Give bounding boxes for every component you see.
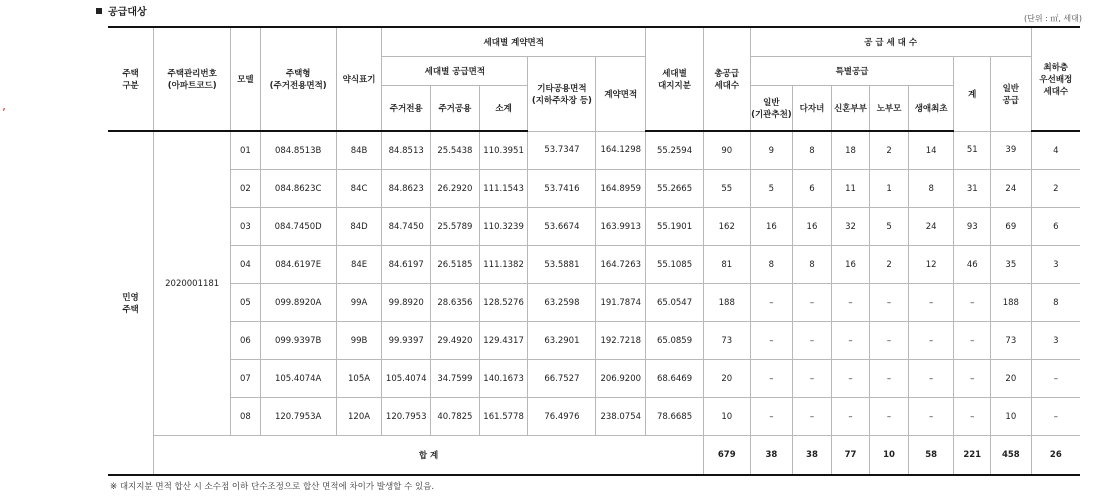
- header-common: 주거공용: [431, 86, 480, 132]
- table-row: [108, 246, 1080, 284]
- cell-common: 26.5185: [431, 246, 480, 284]
- cell-general-supply: 24: [990, 170, 1031, 208]
- cell-abbr: 120A: [336, 398, 382, 436]
- cell-total-units: 81: [703, 246, 750, 284]
- header-elderly: 노부모: [870, 86, 909, 132]
- cell-newlywed: 18: [831, 131, 870, 170]
- cell-type: 084.6197E: [260, 246, 336, 284]
- cell-land: 55.2594: [646, 131, 704, 170]
- header-house-type: 주택형 (주거전용면적): [260, 27, 336, 131]
- cell-first-life: –: [908, 284, 954, 322]
- cell-general-inst: –: [750, 360, 793, 398]
- cell-general-inst: –: [750, 398, 793, 436]
- total-general-inst: 38: [750, 436, 793, 476]
- cell-exclusive: 84.6197: [382, 246, 431, 284]
- cell-newlywed: 11: [831, 170, 870, 208]
- cell-other-common: 53.6674: [528, 208, 596, 246]
- cell-total-units: 73: [703, 322, 750, 360]
- cell-general-supply: 69: [990, 208, 1031, 246]
- cell-total-units: 55: [703, 170, 750, 208]
- cell-multi-child: 16: [793, 208, 832, 246]
- cell-first-life: 24: [908, 208, 954, 246]
- total-first-life: 58: [908, 436, 954, 476]
- total-multi-child: 38: [793, 436, 832, 476]
- cell-multi-child: –: [793, 284, 832, 322]
- cell-min-priority: –: [1031, 360, 1080, 398]
- total-min-priority: 26: [1031, 436, 1080, 476]
- cell-newlywed: –: [831, 284, 870, 322]
- cell-multi-child: 6: [793, 170, 832, 208]
- cell-sum: 31: [954, 170, 991, 208]
- table-row: [108, 284, 1080, 322]
- cell-elderly: 1: [870, 170, 909, 208]
- cell-total-units: 90: [703, 131, 750, 170]
- cell-general-supply: 39: [990, 131, 1031, 170]
- cell-common: 29.4920: [431, 322, 480, 360]
- header-special: 특별공급: [750, 57, 954, 86]
- header-land: 세대별 대지지분: [646, 27, 704, 131]
- cell-general-inst: –: [750, 322, 793, 360]
- cell-total-units: 162: [703, 208, 750, 246]
- cell-multi-child: –: [793, 398, 832, 436]
- section-title-text: 공급대상: [108, 7, 147, 18]
- header-supply-area: 세대별 공급면적: [382, 57, 528, 86]
- header-general-supply: 일반 공급: [990, 57, 1031, 132]
- cell-elderly: 2: [870, 246, 909, 284]
- header-contract-area: 세대별 계약면적: [382, 27, 646, 57]
- square-bullet-icon: [96, 8, 102, 14]
- cell-abbr: 99B: [336, 322, 382, 360]
- cell-elderly: –: [870, 398, 909, 436]
- cell-elderly: –: [870, 360, 909, 398]
- cell-subtotal: 111.1382: [479, 246, 528, 284]
- cell-general-inst: 16: [750, 208, 793, 246]
- header-sum: 계: [954, 57, 991, 132]
- cell-contract: 191.7874: [596, 284, 646, 322]
- cell-type: 084.8623C: [260, 170, 336, 208]
- header-min-priority: 최하층 우선배정 세대수: [1031, 27, 1080, 131]
- cell-contract: 164.7263: [596, 246, 646, 284]
- cell-type: 099.8920A: [260, 284, 336, 322]
- cell-first-life: –: [908, 322, 954, 360]
- cell-exclusive: 84.8513: [382, 131, 431, 170]
- cell-contract: 164.1298: [596, 131, 646, 170]
- cell-abbr: 84B: [336, 131, 382, 170]
- header-model: 모델: [231, 27, 260, 131]
- cell-sum: 93: [954, 208, 991, 246]
- cell-common: 28.6356: [431, 284, 480, 322]
- cell-abbr: 84C: [336, 170, 382, 208]
- cell-common: 25.5438: [431, 131, 480, 170]
- header-type: 주택 구분: [108, 27, 154, 131]
- header-mgmt-no: 주택관리번호 (아파트코드): [154, 27, 231, 131]
- cell-land: 68.6469: [646, 360, 704, 398]
- table-row: [108, 360, 1080, 398]
- cell-multi-child: 8: [793, 246, 832, 284]
- unit-note: (단위 : ㎡, 세대): [1023, 14, 1082, 23]
- cell-model: 06: [231, 322, 260, 360]
- cell-type: 105.4074A: [260, 360, 336, 398]
- cell-type: 120.7953A: [260, 398, 336, 436]
- header-abbr: 약식표기: [336, 27, 382, 131]
- cell-newlywed: 16: [831, 246, 870, 284]
- table-row: [108, 131, 1080, 170]
- cell-general-inst: –: [750, 284, 793, 322]
- table-row: [108, 170, 1080, 208]
- header-general-inst: 일반 (기관추천): [750, 86, 793, 132]
- cell-general-supply: 188: [990, 284, 1031, 322]
- total-units: 679: [703, 436, 750, 476]
- cell-other-common: 53.5881: [528, 246, 596, 284]
- cell-contract: 238.0754: [596, 398, 646, 436]
- header-supply-units: 공 급 세 대 수: [750, 27, 1031, 57]
- cell-other-common: 66.7527: [528, 360, 596, 398]
- cell-newlywed: –: [831, 360, 870, 398]
- cell-contract: 206.9200: [596, 360, 646, 398]
- table-row: [108, 208, 1080, 246]
- table-row: [108, 322, 1080, 360]
- cell-sum: 46: [954, 246, 991, 284]
- cell-abbr: 84D: [336, 208, 382, 246]
- cell-model: 04: [231, 246, 260, 284]
- cell-contract: 192.7218: [596, 322, 646, 360]
- cell-exclusive: 120.7953: [382, 398, 431, 436]
- cell-general-supply: 35: [990, 246, 1031, 284]
- cell-other-common: 63.2598: [528, 284, 596, 322]
- red-mark: ʼ: [2, 106, 6, 120]
- cell-elderly: 5: [870, 208, 909, 246]
- cell-min-priority: 8: [1031, 284, 1080, 322]
- total-elderly: 10: [870, 436, 909, 476]
- house-category: 민영 주택: [108, 131, 154, 475]
- cell-general-inst: 5: [750, 170, 793, 208]
- cell-general-supply: 20: [990, 360, 1031, 398]
- cell-common: 25.5789: [431, 208, 480, 246]
- cell-common: 40.7825: [431, 398, 480, 436]
- management-number: 2020001181: [154, 131, 231, 436]
- cell-elderly: –: [870, 322, 909, 360]
- cell-elderly: –: [870, 284, 909, 322]
- cell-model: 05: [231, 284, 260, 322]
- cell-newlywed: –: [831, 322, 870, 360]
- cell-min-priority: –: [1031, 398, 1080, 436]
- cell-general-inst: 9: [750, 131, 793, 170]
- header-multi-child: 다자녀: [793, 86, 832, 132]
- header-subtotal: 소계: [479, 86, 528, 132]
- footnote: ※ 대지지분 면적 합산 시 소수점 이하 단수조정으로 합산 면적에 차이가 발생할 수 있음.: [110, 482, 435, 492]
- cell-exclusive: 84.8623: [382, 170, 431, 208]
- cell-first-life: –: [908, 398, 954, 436]
- header-total-units: 총공급 세대수: [703, 27, 750, 131]
- cell-newlywed: –: [831, 398, 870, 436]
- cell-model: 02: [231, 170, 260, 208]
- cell-min-priority: 6: [1031, 208, 1080, 246]
- cell-total-units: 10: [703, 398, 750, 436]
- cell-multi-child: –: [793, 360, 832, 398]
- header-newlywed: 신혼부부: [831, 86, 870, 132]
- total-newlywed: 77: [831, 436, 870, 476]
- total-sum: 221: [954, 436, 991, 476]
- cell-subtotal: 128.5276: [479, 284, 528, 322]
- cell-subtotal: 129.4317: [479, 322, 528, 360]
- cell-multi-child: 8: [793, 131, 832, 170]
- cell-other-common: 63.2901: [528, 322, 596, 360]
- cell-general-supply: 73: [990, 322, 1031, 360]
- cell-other-common: 53.7416: [528, 170, 596, 208]
- header-first-life: 생애최초: [908, 86, 954, 132]
- cell-first-life: 14: [908, 131, 954, 170]
- cell-min-priority: 3: [1031, 322, 1080, 360]
- cell-model: 07: [231, 360, 260, 398]
- cell-general-supply: 10: [990, 398, 1031, 436]
- cell-contract: 163.9913: [596, 208, 646, 246]
- cell-land: 55.2665: [646, 170, 704, 208]
- cell-subtotal: 140.1673: [479, 360, 528, 398]
- cell-other-common: 53.7347: [528, 131, 596, 170]
- cell-model: 03: [231, 208, 260, 246]
- cell-first-life: 12: [908, 246, 954, 284]
- cell-min-priority: 4: [1031, 131, 1080, 170]
- cell-land: 78.6685: [646, 398, 704, 436]
- cell-land: 55.1085: [646, 246, 704, 284]
- cell-total-units: 20: [703, 360, 750, 398]
- cell-sum: –: [954, 284, 991, 322]
- cell-land: 55.1901: [646, 208, 704, 246]
- cell-exclusive: 99.8920: [382, 284, 431, 322]
- cell-total-units: 188: [703, 284, 750, 322]
- cell-sum: –: [954, 398, 991, 436]
- cell-land: 65.0547: [646, 284, 704, 322]
- cell-abbr: 99A: [336, 284, 382, 322]
- cell-general-inst: 8: [750, 246, 793, 284]
- total-general-supply: 458: [990, 436, 1031, 476]
- cell-common: 26.2920: [431, 170, 480, 208]
- cell-multi-child: –: [793, 322, 832, 360]
- cell-type: 084.7450D: [260, 208, 336, 246]
- cell-common: 34.7599: [431, 360, 480, 398]
- cell-land: 65.0859: [646, 322, 704, 360]
- cell-exclusive: 99.9397: [382, 322, 431, 360]
- cell-other-common: 76.4976: [528, 398, 596, 436]
- total-row: [108, 436, 1080, 476]
- cell-sum: –: [954, 360, 991, 398]
- cell-first-life: –: [908, 360, 954, 398]
- header-exclusive: 주거전용: [382, 86, 431, 132]
- cell-exclusive: 84.7450: [382, 208, 431, 246]
- cell-abbr: 105A: [336, 360, 382, 398]
- cell-newlywed: 32: [831, 208, 870, 246]
- cell-first-life: 8: [908, 170, 954, 208]
- cell-subtotal: 111.1543: [479, 170, 528, 208]
- cell-model: 01: [231, 131, 260, 170]
- total-label: 합 계: [154, 436, 704, 476]
- cell-abbr: 84E: [336, 246, 382, 284]
- cell-model: 08: [231, 398, 260, 436]
- cell-subtotal: 161.5778: [479, 398, 528, 436]
- header-contract: 계약면적: [596, 57, 646, 132]
- cell-subtotal: 110.3239: [479, 208, 528, 246]
- cell-subtotal: 110.3951: [479, 131, 528, 170]
- supply-table: [108, 26, 1080, 476]
- section-title: [96, 3, 147, 18]
- header-other-common: 기타공용면적 (지하주차장 등): [528, 57, 596, 132]
- cell-type: 084.8513B: [260, 131, 336, 170]
- cell-contract: 164.8959: [596, 170, 646, 208]
- cell-min-priority: 2: [1031, 170, 1080, 208]
- cell-exclusive: 105.4074: [382, 360, 431, 398]
- cell-sum: –: [954, 322, 991, 360]
- cell-type: 099.9397B: [260, 322, 336, 360]
- cell-elderly: 2: [870, 131, 909, 170]
- cell-sum: 51: [954, 131, 991, 170]
- table-row: [108, 398, 1080, 436]
- cell-min-priority: 3: [1031, 246, 1080, 284]
